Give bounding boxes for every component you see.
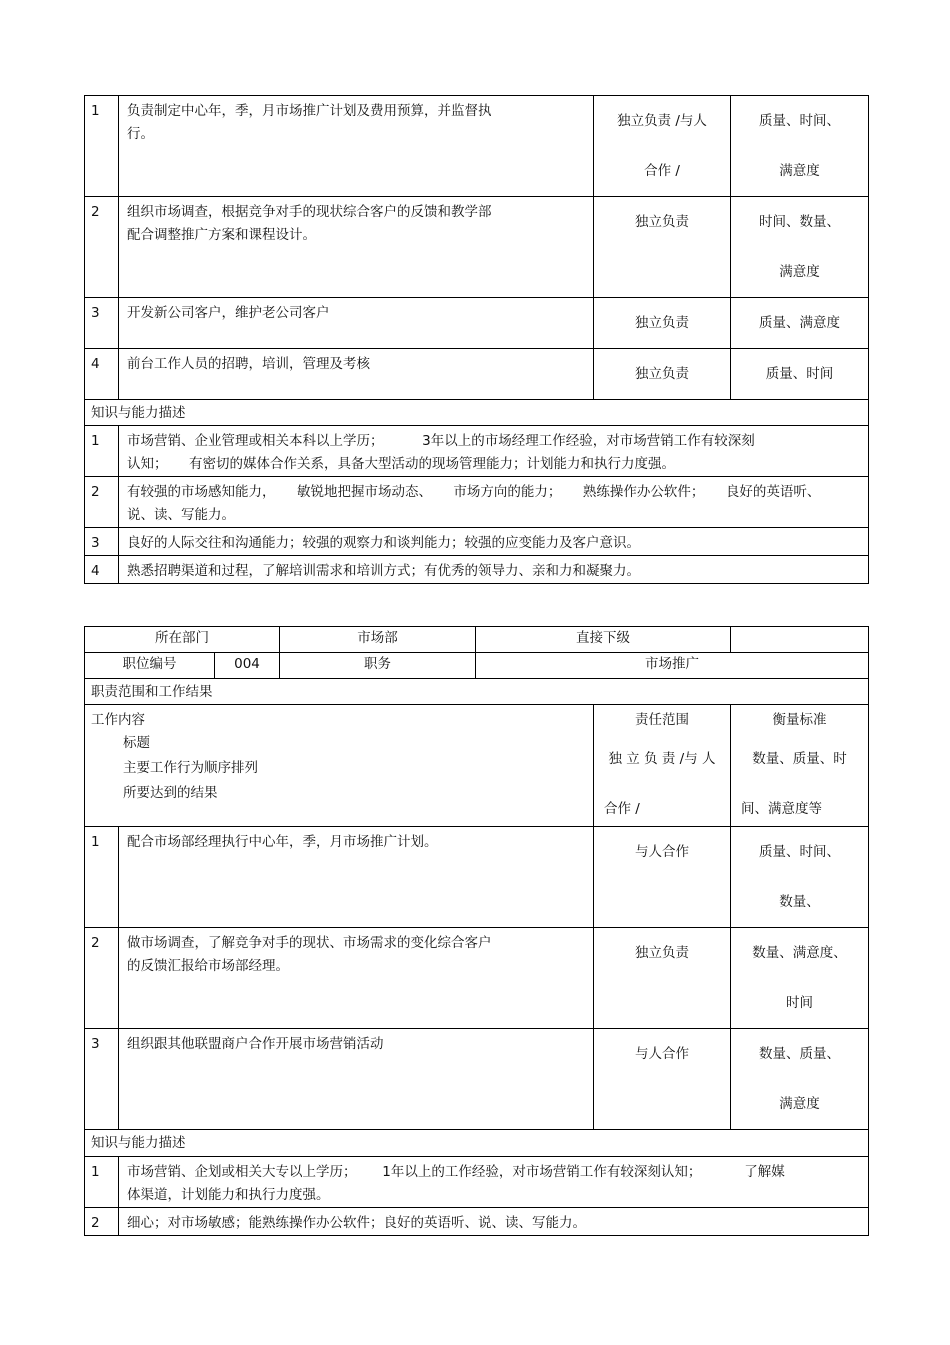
- duty-line: 组织市场调查，根据竞争对手的现状综合客户的反馈和教学部: [127, 204, 492, 220]
- row-number: 2: [85, 477, 119, 528]
- knowledge-line: 熟悉招聘渠道和过程，了解培训需求和培训方式；有优秀的领导力、亲和力和凝聚力。: [127, 563, 640, 579]
- dept-value: 市场部: [280, 627, 476, 653]
- duty-row: [85, 827, 869, 928]
- duty-text: [119, 298, 594, 349]
- standard-cell: [731, 827, 869, 928]
- duty-row: [85, 349, 869, 400]
- duty-text: [119, 96, 594, 197]
- resp-line: 独立负责: [635, 366, 689, 382]
- resp-line: 独 立 负 责 /与 人: [608, 751, 716, 767]
- std-line: 质量、满意度: [759, 315, 840, 331]
- knowledge-text: [119, 1157, 869, 1208]
- resp-title: 责任范围: [635, 712, 690, 728]
- duty-row: [85, 298, 869, 349]
- row-number: 2: [85, 197, 119, 298]
- subordinate-value: [731, 627, 869, 653]
- section-header-row: [85, 679, 869, 705]
- duty-line: 的反馈汇报给市场部经理。: [127, 958, 289, 974]
- header-sub-line: 主要工作行为顺序排列: [123, 760, 258, 776]
- resp-line: 与人合作: [635, 844, 690, 860]
- row-number: 3: [85, 1029, 119, 1130]
- standard-cell: [731, 1029, 869, 1130]
- subordinate-label: 直接下级: [476, 627, 731, 653]
- duty-row: [85, 928, 869, 1029]
- header-sub-line: 标题: [123, 735, 150, 751]
- duty-text: [119, 928, 594, 1029]
- work-content-header: [85, 705, 594, 827]
- dept-row: [85, 627, 869, 653]
- knowledge-text: [119, 556, 869, 584]
- knowledge-text: [119, 426, 869, 477]
- position-row: [85, 653, 869, 679]
- knowledge-row: [85, 426, 869, 477]
- duty-text: [119, 197, 594, 298]
- knowledge-row: [85, 1157, 869, 1208]
- knowledge-text: [119, 477, 869, 528]
- duty-text: [119, 827, 594, 928]
- knowledge-row: [85, 528, 869, 556]
- knowledge-row: [85, 477, 869, 528]
- duty-line: 开发新公司客户，维护老公司客户: [127, 305, 330, 321]
- std-line: 数量、: [779, 894, 820, 910]
- duty-text: [119, 349, 594, 400]
- responsibility-header: [594, 705, 731, 827]
- knowledge-line: 有较强的市场感知能力， 敏锐地把握市场动态、 市场方向的能力； 熟练操作办公软件； 良好的英语听、: [127, 484, 821, 500]
- duty-row: [85, 96, 869, 197]
- work-content-label: 工作内容: [91, 712, 145, 728]
- std-line: 满意度: [779, 264, 820, 280]
- duty-line: 前台工作人员的招聘，培训，管理及考核: [127, 356, 370, 372]
- row-number: 1: [85, 827, 119, 928]
- knowledge-line: 认知； 有密切的媒体合作关系，具备大型活动的现场管理能力；计划能力和执行力度强。: [127, 456, 675, 472]
- responsibility-cell: [594, 1029, 731, 1130]
- std-title: 衡量标准: [772, 712, 827, 728]
- knowledge-row: [85, 1208, 869, 1236]
- resp-line: 与人合作: [635, 1046, 690, 1062]
- responsibility-cell: [594, 298, 731, 349]
- row-number: 2: [85, 1208, 119, 1236]
- knowledge-line: 体渠道，计划能力和执行力度强。: [127, 1187, 330, 1203]
- dept-label: 所在部门: [85, 627, 280, 653]
- std-line: 质量、时间、: [759, 844, 841, 860]
- standard-header: [731, 705, 869, 827]
- duty-line: 做市场调查，了解竞争对手的现状、市场需求的变化综合客户: [127, 935, 492, 951]
- standard-cell: [731, 197, 869, 298]
- std-line: 时间、数量、: [759, 214, 840, 230]
- responsibility-cell: [594, 827, 731, 928]
- row-number: 1: [85, 1157, 119, 1208]
- std-line: 质量、时间: [765, 366, 834, 382]
- standard-cell: [731, 96, 869, 197]
- row-number: 4: [85, 349, 119, 400]
- duty-line: 组织跟其他联盟商户合作开展市场营销活动: [127, 1036, 384, 1052]
- header-sub-line: 所要达到的结果: [123, 785, 218, 801]
- std-line: 数量、质量、时: [752, 751, 847, 767]
- duty-table-1: [84, 95, 869, 584]
- position-no-label: 职位编号: [85, 653, 215, 679]
- std-line: 满意度: [779, 1096, 820, 1112]
- std-line: 间、满意度等: [741, 801, 823, 817]
- standard-cell: [731, 928, 869, 1029]
- knowledge-text: [119, 528, 869, 556]
- duty-line: 配合调整推广方案和课程设计。: [127, 227, 316, 243]
- job-title-value: 市场推广: [476, 653, 869, 679]
- standard-cell: [731, 298, 869, 349]
- knowledge-line: 细心；对市场敏感；能熟练操作办公软件；良好的英语听、说、读、写能力。: [127, 1215, 586, 1231]
- std-line: 满意度: [779, 163, 820, 179]
- knowledge-title: 知识与能力描述: [85, 400, 869, 426]
- responsibility-cell: [594, 928, 731, 1029]
- standard-cell: [731, 349, 869, 400]
- responsibility-cell: [594, 197, 731, 298]
- duty-line: 行。: [127, 126, 154, 142]
- row-number: 4: [85, 556, 119, 584]
- std-line: 数量、质量、: [759, 1046, 841, 1062]
- duty-text: [119, 1029, 594, 1130]
- row-number: 2: [85, 928, 119, 1029]
- duty-row: [85, 197, 869, 298]
- scope-title: 职责范围和工作结果: [85, 679, 869, 705]
- duty-row: [85, 1029, 869, 1130]
- knowledge-line: 良好的人际交往和沟通能力；较强的观察力和谈判能力；较强的应变能力及客户意识。: [127, 535, 640, 551]
- std-line: 质量、时间、: [759, 113, 840, 129]
- responsibility-cell: [594, 96, 731, 197]
- knowledge-line: 市场营销、企业管理或相关本科以上学历； 3年以上的市场经理工作经验，对市场营销工作有较深刻: [127, 433, 755, 449]
- row-number: 1: [85, 96, 119, 197]
- position-no-value: 004: [215, 653, 280, 679]
- duty-line: 配合市场部经理执行中心年，季，月市场推广计划。: [127, 834, 438, 850]
- knowledge-line: 说、读、写能力。: [127, 507, 235, 523]
- knowledge-line: 市场营销、企划或相关大专以上学历； 1年以上的工作经验，对市场营销工作有较深刻认知； 了解媒: [127, 1164, 785, 1180]
- std-line: 时间: [786, 995, 814, 1011]
- section-header-row: [85, 400, 869, 426]
- duty-line: 负责制定中心年，季，月市场推广计划及费用预算，并监督执: [127, 103, 492, 119]
- resp-line: 独立负责: [635, 214, 689, 230]
- knowledge-row: [85, 556, 869, 584]
- column-header-row: [85, 705, 869, 827]
- resp-line: 独立负责: [635, 945, 690, 961]
- row-number: 1: [85, 426, 119, 477]
- resp-line: 独立负责 /与人: [617, 113, 707, 129]
- section-header-row: [85, 1130, 869, 1157]
- resp-line: 合作 /: [644, 163, 680, 179]
- std-line: 数量、满意度、: [752, 945, 847, 961]
- job-description-table-2: [84, 626, 869, 1236]
- responsibility-cell: [594, 349, 731, 400]
- job-title-label: 职务: [280, 653, 476, 679]
- resp-line: 独立负责: [635, 315, 689, 331]
- knowledge-text: [119, 1208, 869, 1236]
- row-number: 3: [85, 298, 119, 349]
- knowledge-title: 知识与能力描述: [85, 1130, 869, 1157]
- resp-line: 合作 /: [604, 801, 640, 817]
- row-number: 3: [85, 528, 119, 556]
